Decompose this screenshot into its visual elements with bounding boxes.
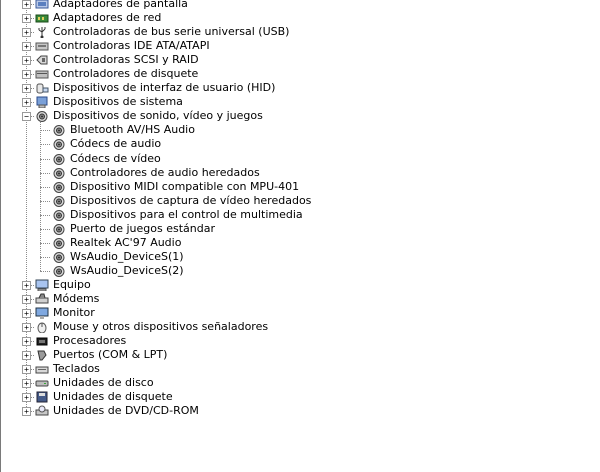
tree-item-label: WsAudio_DeviceS(2): [70, 263, 184, 277]
tree-item-label: WsAudio_DeviceS(1): [70, 249, 184, 263]
tree-category-item[interactable]: [0, 278, 600, 292]
ide-controller-icon: [35, 40, 49, 52]
tree-item-label: Controladoras IDE ATA/ATAPI: [53, 39, 210, 53]
tree-category-item[interactable]: [0, 320, 600, 334]
sound-device-icon: [52, 153, 66, 165]
sound-device-icon: [52, 124, 66, 136]
tree-branch-line: [40, 271, 50, 272]
expand-toggle-icon[interactable]: +: [22, 407, 31, 416]
tree-item-label: Dispositivos para el control de multimedia: [70, 207, 303, 221]
tree-item-label: Teclados: [53, 362, 100, 376]
tree-category-item[interactable]: [0, 376, 600, 390]
expand-toggle-icon[interactable]: +: [22, 365, 31, 374]
sound-device-icon: [52, 138, 66, 150]
expand-toggle-icon[interactable]: +: [22, 14, 31, 23]
tree-category-item[interactable]: [0, 334, 600, 348]
tree-item-label: Puerto de juegos estándar: [70, 221, 215, 235]
expand-toggle-icon[interactable]: +: [22, 295, 31, 304]
tree-category-item[interactable]: [0, 306, 600, 320]
tree-device-item[interactable]: [0, 222, 600, 236]
tree-device-item[interactable]: [0, 208, 600, 222]
expand-toggle-icon[interactable]: +: [22, 84, 31, 93]
network-adapter-icon: [35, 12, 49, 24]
expand-toggle-icon[interactable]: +: [22, 309, 31, 318]
tree-category-item[interactable]: [0, 25, 600, 39]
expand-toggle-icon[interactable]: +: [22, 98, 31, 107]
tree-item-label: Controladores de disquete: [53, 67, 199, 81]
sound-device-icon: [52, 237, 66, 249]
tree-category-item[interactable]: [0, 53, 600, 67]
disk-drive-icon: [35, 377, 49, 389]
dvd-drive-icon: [35, 405, 49, 417]
expand-toggle-icon[interactable]: +: [22, 281, 31, 290]
tree-item-label: Mouse y otros dispositivos señaladores: [53, 320, 269, 334]
tree-category-item[interactable]: [0, 404, 600, 418]
tree-category-item[interactable]: [0, 39, 600, 53]
tree-item-label: Equipo: [53, 277, 91, 291]
usb-icon: [35, 26, 49, 38]
expand-toggle-icon[interactable]: +: [22, 323, 31, 332]
tree-branch-line: [40, 257, 50, 258]
tree-item-label: Dispositivos de sonido, vídeo y juegos: [53, 109, 263, 123]
tree-branch-line: [40, 201, 50, 202]
expand-toggle-icon[interactable]: +: [22, 379, 31, 388]
tree-category-item[interactable]: [0, 81, 600, 95]
scsi-icon: [35, 54, 49, 66]
tree-branch-line: [40, 130, 50, 131]
collapse-toggle-icon[interactable]: −: [22, 112, 31, 121]
tree-branch-line: [40, 159, 50, 160]
tree-category-item[interactable]: [0, 95, 600, 109]
sound-device-icon: [52, 195, 66, 207]
floppy-controller-icon: [35, 68, 49, 80]
tree-item-label: Monitor: [53, 306, 95, 320]
port-icon: [35, 349, 49, 361]
tree-category-item[interactable]: [0, 362, 600, 376]
floppy-drive-icon: [35, 391, 49, 403]
tree-item-label: Módems: [53, 291, 100, 305]
tree-branch-line: [40, 215, 50, 216]
tree-item-label: Bluetooth AV/HS Audio: [70, 123, 195, 137]
tree-item-label: Unidades de DVD/CD-ROM: [53, 404, 199, 418]
tree-category-item[interactable]: [0, 109, 600, 123]
tree-item-label: Dispositivos de sistema: [53, 95, 183, 109]
expand-toggle-icon[interactable]: +: [22, 337, 31, 346]
mouse-icon: [35, 321, 49, 333]
tree-item-label: Dispositivos de captura de vídeo heredados: [70, 193, 312, 207]
tree-branch-line: [40, 144, 50, 145]
tree-branch-line: [40, 229, 50, 230]
tree-item-label: Unidades de disquete: [53, 390, 173, 404]
tree-device-item[interactable]: [0, 166, 600, 180]
tree-item-label: Procesadores: [53, 334, 127, 348]
tree-category-item[interactable]: [0, 11, 600, 25]
tree-item-label: Unidades de disco: [53, 376, 154, 390]
tree-category-item[interactable]: [0, 67, 600, 81]
expand-toggle-icon[interactable]: +: [22, 28, 31, 37]
tree-item-label: Realtek AC'97 Audio: [70, 235, 182, 249]
monitor-icon: [35, 307, 49, 319]
display-adapter-icon: [35, 0, 49, 10]
tree-device-item[interactable]: [0, 236, 600, 250]
sound-device-icon: [52, 167, 66, 179]
tree-item-label: Adaptadores de red: [53, 11, 162, 25]
tree-item-label: Puertos (COM & LPT): [53, 348, 168, 362]
expand-toggle-icon[interactable]: +: [22, 70, 31, 79]
expand-toggle-icon[interactable]: +: [22, 42, 31, 51]
expand-toggle-icon[interactable]: +: [22, 393, 31, 402]
expand-toggle-icon[interactable]: +: [22, 351, 31, 360]
tree-device-item[interactable]: [0, 123, 600, 137]
tree-branch-line: [40, 243, 50, 244]
expand-toggle-icon[interactable]: +: [22, 0, 31, 9]
expand-toggle-icon[interactable]: +: [22, 56, 31, 65]
tree-item-label: Códecs de audio: [70, 137, 162, 151]
processor-icon: [35, 335, 49, 347]
sound-device-icon: [52, 265, 66, 277]
tree-device-item[interactable]: [0, 137, 600, 151]
tree-category-item[interactable]: [0, 348, 600, 362]
tree-category-item[interactable]: [0, 0, 600, 11]
sound-device-icon: [52, 209, 66, 221]
tree-device-item[interactable]: [0, 194, 600, 208]
hid-icon: [35, 82, 49, 94]
computer-icon: [35, 279, 49, 291]
system-device-icon: [35, 96, 49, 108]
tree-branch-line: [40, 173, 50, 174]
tree-item-label: Dispositivo MIDI compatible con MPU-401: [70, 179, 300, 193]
sound-device-icon: [52, 181, 66, 193]
tree-item-label: Adaptadores de pantalla: [53, 0, 188, 10]
tree-device-item[interactable]: [0, 250, 600, 264]
tree-item-label: Controladoras de bus serie universal (USB): [53, 25, 290, 39]
tree-device-item[interactable]: [0, 264, 600, 278]
tree-category-item[interactable]: [0, 292, 600, 306]
modem-icon: [35, 293, 49, 305]
tree-item-label: Controladoras SCSI y RAID: [53, 53, 199, 67]
tree-item-label: Códecs de vídeo: [70, 151, 161, 165]
keyboard-icon: [35, 363, 49, 375]
sound-device-icon: [52, 251, 66, 263]
tree-device-item[interactable]: [0, 180, 600, 194]
tree-item-label: Controladores de audio heredados: [70, 165, 260, 179]
sound-device-icon: [35, 110, 49, 122]
tree-category-item[interactable]: [0, 390, 600, 404]
tree-device-item[interactable]: [0, 152, 600, 166]
tree-branch-line: [40, 187, 50, 188]
sound-device-icon: [52, 223, 66, 235]
tree-item-label: Dispositivos de interfaz de usuario (HID): [53, 81, 276, 95]
